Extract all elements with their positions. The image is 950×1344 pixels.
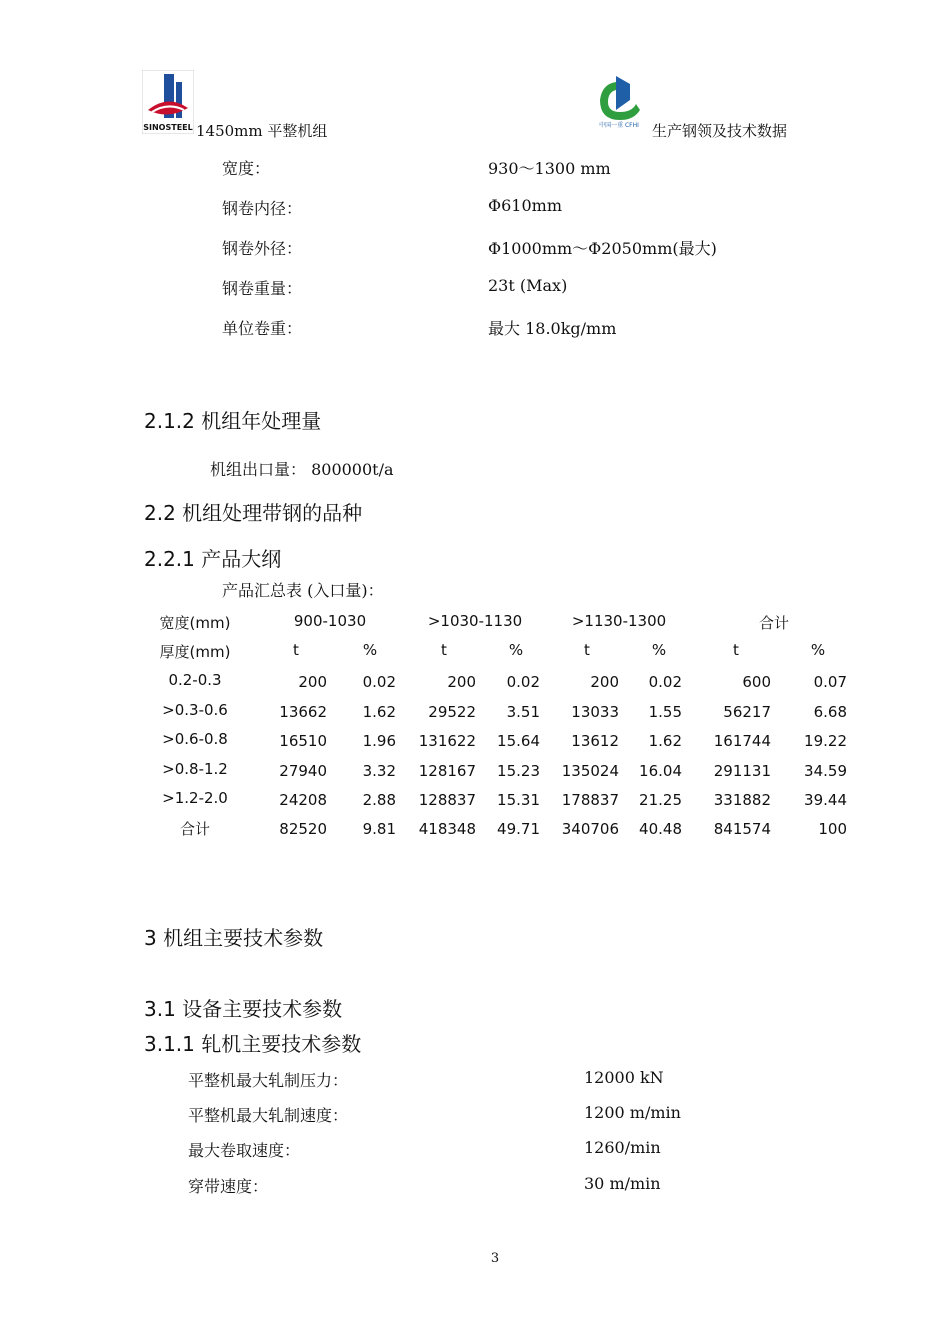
cfhi-logo (594, 70, 644, 134)
section-heading-3-1: 3.1 设备主要技术参数 (144, 997, 343, 1021)
page-number: 3 (490, 1251, 500, 1266)
table-cell: 3.51 (506, 703, 540, 721)
param-value: 1260/min (584, 1138, 661, 1157)
table-header-cell: % (810, 641, 826, 659)
table-header-cell: >1130-1300 (571, 612, 667, 630)
table-cell: 2.88 (362, 791, 396, 809)
table-cell: 200 (298, 673, 327, 691)
spec-label: 钢卷外径： (222, 239, 303, 258)
table-cell: 9.81 (362, 820, 396, 838)
table-cell: 13612 (571, 732, 619, 750)
table-cell: 3.32 (362, 762, 396, 780)
table-header-cell: t (293, 641, 299, 659)
section-heading-2-1-2: 2.1.2 机组年处理量 (144, 409, 322, 433)
table-cell: 34.59 (804, 762, 847, 780)
table-caption: 产品汇总表 (入口量)： (222, 581, 384, 600)
table-cell: 1.55 (648, 703, 682, 721)
table-header-cell: t (584, 641, 590, 659)
spec-value: 930～1300 mm (488, 159, 611, 178)
table-header-cell: 900-1030 (293, 612, 367, 630)
table-cell: 15.31 (497, 791, 540, 809)
table-header-cell: t (441, 641, 447, 659)
table-cell: 340706 (561, 820, 619, 838)
sinosteel-logo (142, 70, 194, 134)
table-cell: 15.23 (497, 762, 540, 780)
header-right-title: 生产钢领及技术数据 (652, 122, 788, 140)
table-row-label: >0.6-0.8 (162, 730, 228, 748)
table-cell: 131622 (418, 732, 476, 750)
table-cell: 128837 (418, 791, 476, 809)
table-header-cell: t (733, 641, 739, 659)
table-cell: 178837 (561, 791, 619, 809)
param-label: 平整机最大轧制压力： (188, 1071, 349, 1090)
sinosteel-logo-text: SINOSTEEL (143, 123, 193, 132)
table-row-label: 0.2-0.3 (168, 671, 222, 689)
table-row-label: >0.8-1.2 (162, 760, 228, 778)
section-heading-2-2: 2.2 机组处理带钢的品种 (144, 501, 363, 525)
table-cell: 841574 (713, 820, 771, 838)
spec-label: 钢卷内径： (222, 199, 303, 218)
table-cell: 135024 (561, 762, 619, 780)
table-cell: 27940 (279, 762, 327, 780)
table-cell: 13033 (571, 703, 619, 721)
table-cell: 49.71 (497, 820, 540, 838)
table-header-cell: 宽度(mm) (159, 614, 231, 632)
section-heading-3-1-1: 3.1.1 轧机主要技术参数 (144, 1032, 362, 1056)
param-label: 穿带速度： (188, 1177, 269, 1196)
param-label: 平整机最大轧制速度： (188, 1106, 349, 1125)
table-header-cell: % (651, 641, 667, 659)
spec-label: 钢卷重量： (222, 279, 303, 298)
spec-value: 最大 18.0kg/mm (488, 319, 617, 338)
table-cell: 13662 (279, 703, 327, 721)
table-cell: 600 (742, 673, 771, 691)
table-header-cell: % (362, 641, 378, 659)
spec-label: 单位卷重： (222, 319, 303, 338)
table-row-label: >0.3-0.6 (162, 701, 228, 719)
table-cell: 29522 (428, 703, 476, 721)
table-header-cell: 厚度(mm) (159, 643, 231, 661)
param-value: 12000 kN (584, 1068, 664, 1087)
section-heading-2-2-1: 2.2.1 产品大纲 (144, 547, 282, 571)
param-label: 最大卷取速度： (188, 1141, 301, 1160)
table-cell: 82520 (279, 820, 327, 838)
table-cell: 0.02 (648, 673, 682, 691)
table-cell: 16510 (279, 732, 327, 750)
table-cell: 0.07 (813, 673, 847, 691)
spec-value: Φ1000mm～Φ2050mm(最大) (488, 239, 717, 258)
cfhi-logo-text: 中国一重 CFHI (599, 122, 639, 129)
spec-value: Φ610mm (488, 196, 562, 215)
table-cell: 19.22 (804, 732, 847, 750)
table-cell: 100 (818, 820, 847, 838)
table-cell: 56217 (723, 703, 771, 721)
section-heading-3: 3 机组主要技术参数 (144, 926, 324, 950)
table-cell: 0.02 (506, 673, 540, 691)
table-cell: 200 (590, 673, 619, 691)
annual-output-line: 机组出口量： 800000t/a (210, 460, 394, 479)
spec-label: 宽度： (222, 159, 271, 178)
table-cell: 0.02 (362, 673, 396, 691)
table-cell: 24208 (279, 791, 327, 809)
table-cell: 1.62 (648, 732, 682, 750)
table-header-cell: % (508, 641, 524, 659)
table-cell: 291131 (713, 762, 771, 780)
param-value: 30 m/min (584, 1174, 661, 1193)
table-row-label: 合计 (179, 820, 210, 838)
spec-value: 23t (Max) (488, 276, 568, 295)
table-cell: 128167 (418, 762, 476, 780)
param-value: 1200 m/min (584, 1103, 681, 1122)
table-header-cell: >1030-1130 (427, 612, 523, 630)
table-cell: 16.04 (639, 762, 682, 780)
table-cell: 200 (447, 673, 476, 691)
table-cell: 40.48 (639, 820, 682, 838)
table-cell: 331882 (713, 791, 771, 809)
table-cell: 161744 (713, 732, 771, 750)
table-cell: 21.25 (639, 791, 682, 809)
table-row-label: >1.2-2.0 (162, 789, 228, 807)
table-cell: 1.62 (362, 703, 396, 721)
table-cell: 1.96 (362, 732, 396, 750)
table-cell: 6.68 (813, 703, 847, 721)
table-header-cell: 合计 (758, 614, 789, 632)
table-cell: 418348 (418, 820, 476, 838)
table-cell: 39.44 (804, 791, 847, 809)
table-cell: 15.64 (497, 732, 540, 750)
header-left-title: 1450mm 平整机组 (196, 122, 328, 140)
